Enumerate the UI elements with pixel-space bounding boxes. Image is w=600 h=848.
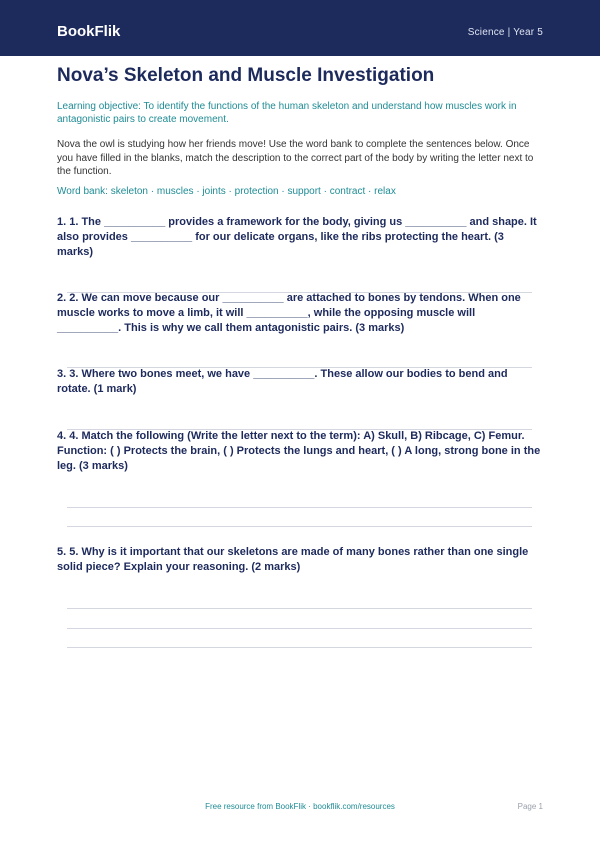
answer-line	[67, 608, 532, 609]
page-number: Page 1	[517, 802, 543, 811]
answer-line	[67, 628, 532, 629]
intro-paragraph: Nova the owl is studying how her friends move! Use the word bank to complete the sentences below. Once you have filled in the blanks, match the description to the correct part of the body by writing the letter next to the function.	[57, 139, 534, 177]
question-1: 1. 1. The __________ provides a framework for the body, giving us __________ and shape. It also provides __________ for our delicate organs, like the ribs protecting the heart. (3 marks)	[57, 216, 537, 258]
question-5: 5. 5. Why is it important that our skeletons are made of many bones rather than one single solid piece? Explain your reasoning. (2 marks)	[57, 546, 529, 573]
answer-line	[67, 526, 532, 527]
word-bank: Word bank: skeleton · muscles · joints · protection · support · contract · relax	[57, 186, 396, 197]
page-header	[0, 0, 600, 56]
footer-source-link[interactable]: Free resource from BookFlik · bookflik.com/resources	[205, 802, 395, 811]
worksheet-title: Nova’s Skeleton and Muscle Investigation	[57, 65, 435, 86]
question-4: 4. 4. Match the following (Write the letter next to the term): A) Skull, B) Ribcage, C) Femur. Function: ( ) Protects the brain, ( ) Protects the lungs and heart, ( ) A long, strong bone in the leg. (3 marks)	[57, 430, 541, 472]
question-2: 2. 2. We can move because our __________ are attached to bones by tendons. When one muscle works to move a limb, it will __________, while the opposing muscle will __________. This is why we call them antagonistic pairs. (3 marks)	[57, 292, 521, 334]
answer-line	[67, 647, 532, 648]
question-3: 3. 3. Where two bones meet, we have __________. These allow our bodies to bend and rotate. (1 mark)	[57, 368, 508, 395]
subject-year-label: Science | Year 5	[467, 27, 543, 38]
learning-objective: Learning objective: To identify the functions of the human skeleton and understand how muscles work in antagonistic pairs to create movement.	[57, 101, 517, 125]
brand-logo-text: BookFlik	[57, 23, 121, 40]
answer-line	[67, 507, 532, 508]
